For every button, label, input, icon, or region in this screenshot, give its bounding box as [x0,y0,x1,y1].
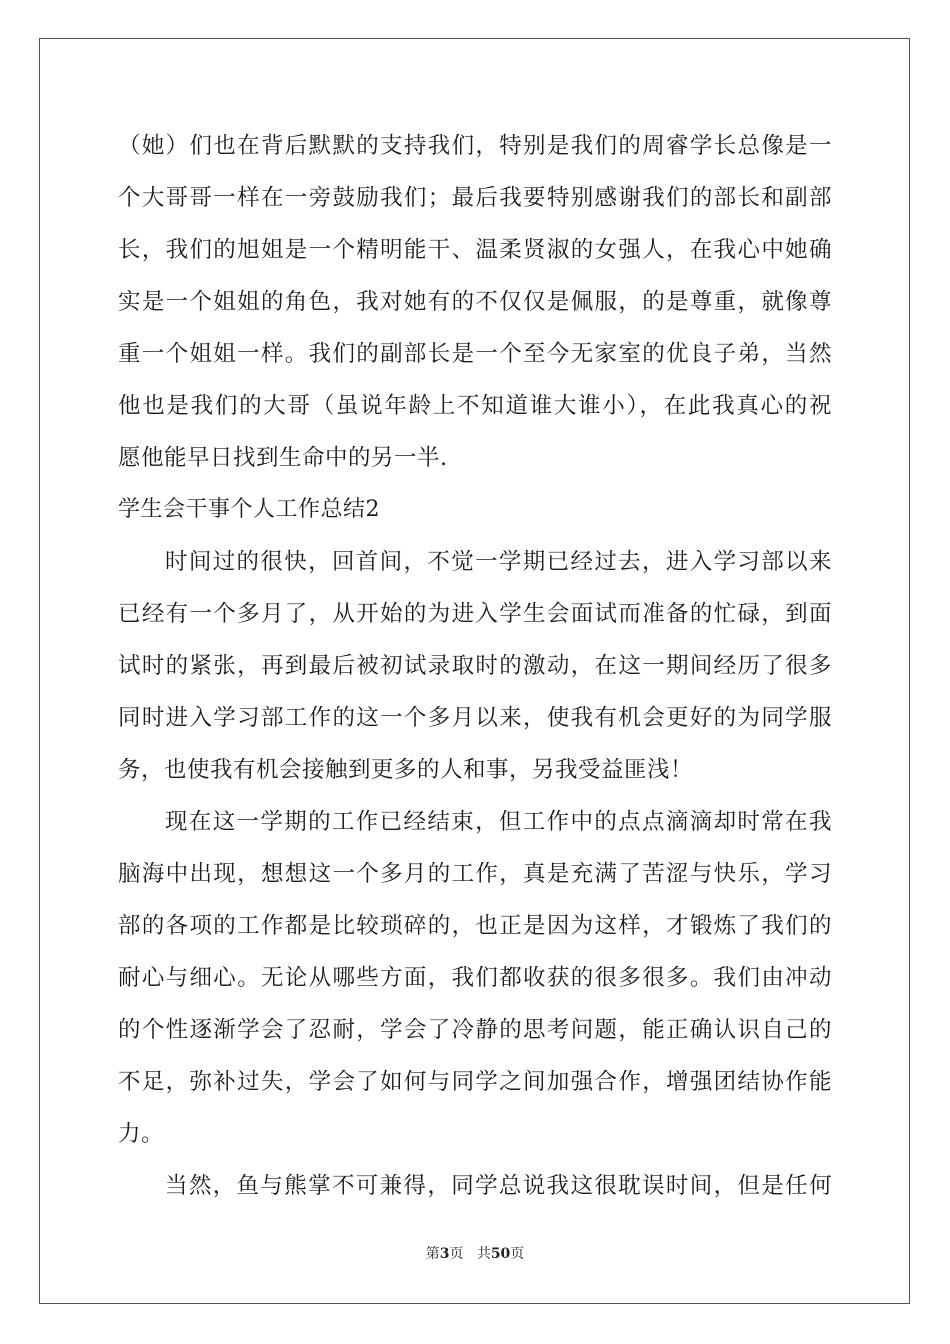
text-line: 长，我们的旭姐是一个精明能干、温柔贤淑的女强人，在我心中她确 [118,237,832,263]
text-line: 耐心与细心。无论从哪些方面，我们都收获的很多很多。我们由冲动 [118,965,832,991]
text-line: 脑海中出现，想想这一个多月的工作，真是充满了苦涩与快乐，学习 [118,861,832,887]
text-line: 时间过的很快，回首间，不觉一学期已经过去，进入学习部以来 [165,549,832,575]
text-line: 已经有一个多月了，从开始的为进入学生会面试而准备的忙碌，到面 [118,601,832,627]
text-line: 现在这一学期的工作已经结束，但工作中的点点滴滴却时常在我 [165,809,832,835]
total-prefix: 共 [476,1246,491,1262]
text-line: 他也是我们的大哥（虽说年龄上不知道谁大谁小），在此我真心的祝 [118,393,832,419]
total-pages: 50 [490,1246,511,1262]
text-line: 同时进入学习部工作的这一个多月以来，使我有机会更好的为同学服 [118,705,832,731]
total-suffix: 页 [510,1246,525,1262]
text-line: （她）们也在背后默默的支持我们，特别是我们的周睿学长总像是一 [118,133,832,159]
document-body [118,124,832,1216]
text-line: 愿他能早日找到生命中的另一半. [118,445,448,471]
page-number: 3 [439,1246,450,1262]
text-line: 实是一个姐姐的角色，我对她有的不仅仅是佩服，的是尊重，就像尊 [118,289,832,315]
text-line: 力。 [118,1121,165,1147]
text-line: 不足，弥补过失，学会了如何与同学之间加强合作，增强团结协作能 [118,1069,832,1095]
text-line: 重一个姐姐一样。我们的副部长是一个至今无家室的优良子弟，当然 [118,341,832,367]
text-line: 的个性逐渐学会了忍耐，学会了冷静的思考问题，能正确认识自己的 [118,1017,832,1043]
text-line: 务，也使我有机会接触到更多的人和事，另我受益匪浅！ [118,757,694,783]
page-prefix: 第 [425,1246,440,1262]
page-suffix: 页 [449,1246,464,1262]
text-line: 个大哥哥一样在一旁鼓励我们；最后我要特别感谢我们的部长和副部 [118,185,832,211]
text-line: 部的各项的工作都是比较琐碎的，也正是因为这样，才锻炼了我们的 [118,913,832,939]
text-line: 试时的紧张，再到最后被初试录取时的激动，在这一期间经历了很多 [118,653,832,679]
page-footer [0,1243,950,1263]
section-heading: 学生会干事个人工作总结2 [118,497,380,522]
text-line: 当然，鱼与熊掌不可兼得，同学总说我这很耽误时间，但是任何 [165,1173,832,1199]
